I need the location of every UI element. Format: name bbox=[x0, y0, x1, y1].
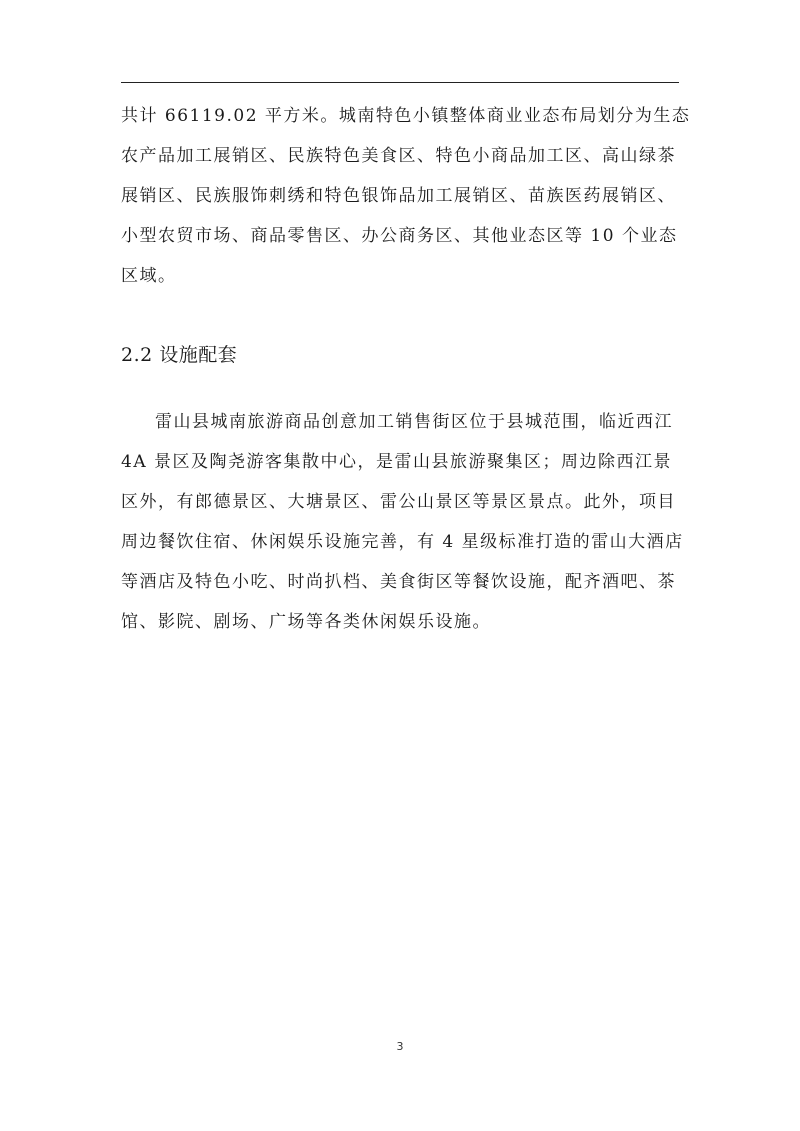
paragraph-line: 周边餐饮住宿、休闲娱乐设施完善，有 4 星级标准打造的雷山大酒店 bbox=[121, 532, 684, 552]
paragraph-facilities bbox=[121, 402, 684, 642]
paragraph-line: 4A 景区及陶尧游客集散中心，是雷山县旅游聚集区；周边除西江景 bbox=[121, 452, 672, 472]
paragraph-line: 馆、影院、剧场、广场等各类休闲娱乐设施。 bbox=[121, 612, 491, 632]
paragraph-line: 区外，有郎德景区、大塘景区、雷公山景区等景区景点。此外，项目 bbox=[121, 492, 676, 512]
paragraph-line: 小型农贸市场、商品零售区、办公商务区、其他业态区等 10 个业态 bbox=[121, 226, 678, 246]
page-number: 3 bbox=[396, 1040, 404, 1053]
paragraph-line: 展销区、民族服饰刺绣和特色银饰品加工展销区、苗族医药展销区、 bbox=[121, 186, 676, 206]
header-rule bbox=[121, 82, 679, 83]
section-heading: 2.2 设施配套 bbox=[121, 344, 238, 366]
paragraph-line: 区域。 bbox=[121, 266, 177, 286]
paragraph-line: 农产品加工展销区、民族特色美食区、特色小商品加工区、高山绿茶 bbox=[121, 146, 676, 166]
paragraph-line: 等酒店及特色小吃、时尚扒档、美食街区等餐饮设施，配齐酒吧、茶 bbox=[121, 572, 676, 592]
paragraph-line: 雷山县城南旅游商品创意加工销售街区位于县城范围，临近西江 bbox=[155, 412, 673, 432]
paragraph-business-layout bbox=[121, 96, 691, 296]
paragraph-line: 共计 66119.02 平方米。城南特色小镇整体商业业态布局划分为生态 bbox=[121, 106, 691, 126]
